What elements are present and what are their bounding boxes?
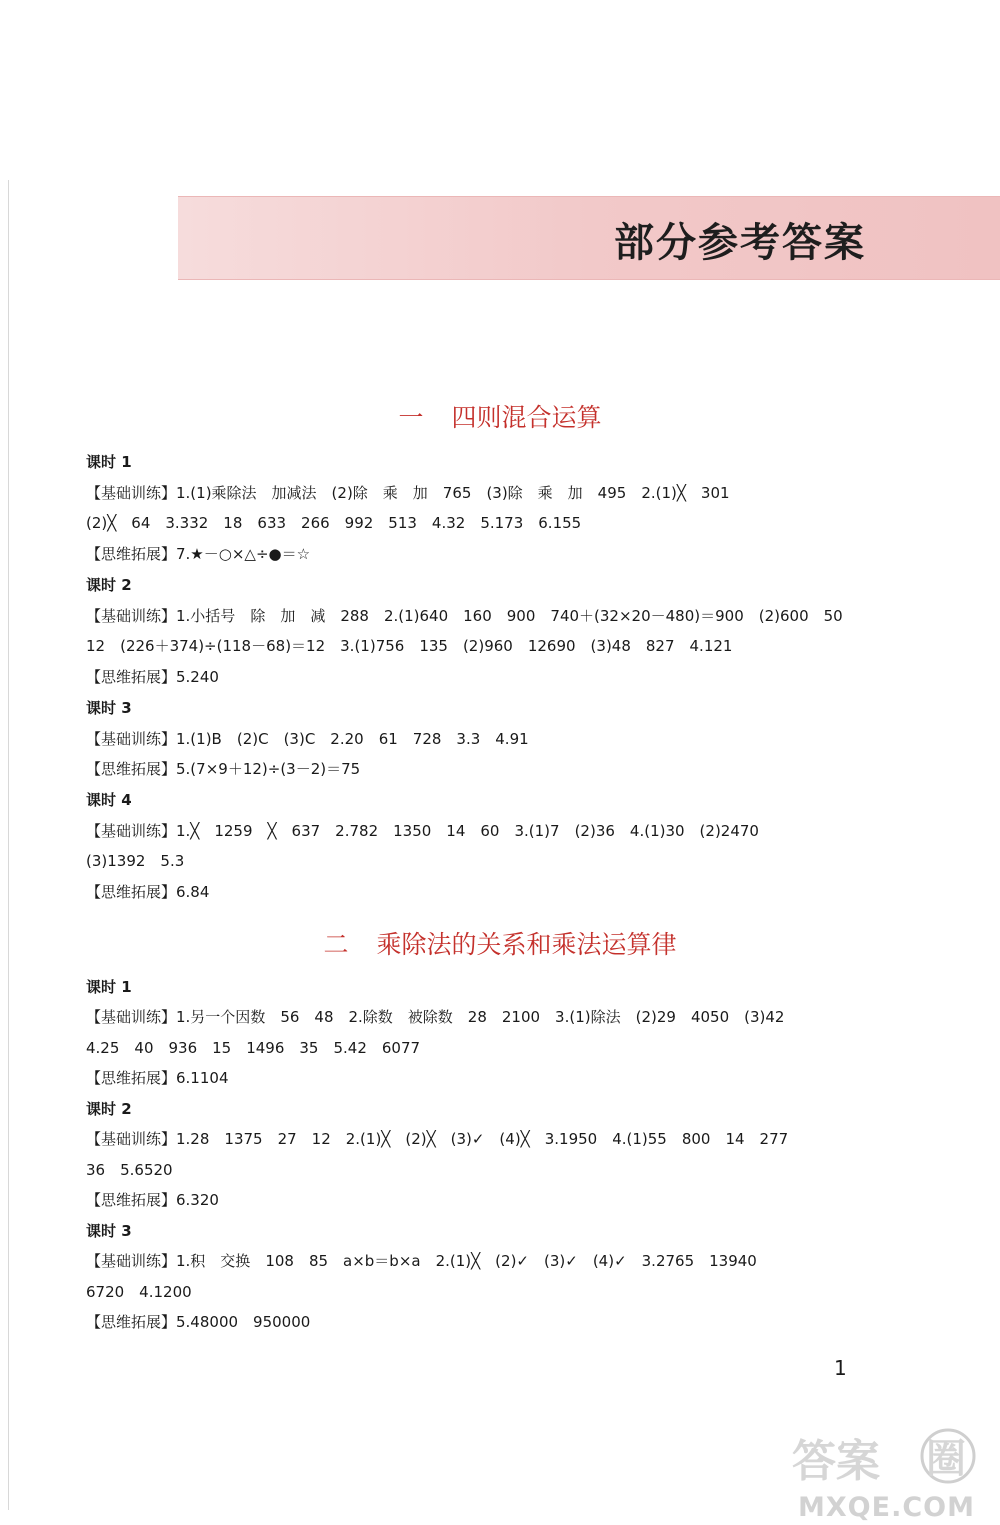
answer-line: 【基础训练】1.另一个因数 56 48 2.除数 被除数 28 2100 3.(1)除法 (2)29 4050 (3)42 bbox=[86, 1008, 785, 1026]
watermark-text: 答案 bbox=[792, 1436, 880, 1487]
answer-line: 【基础训练】1.(1)乘除法 加减法 (2)除 乘 加 765 (3)除 乘 加 495 2.(1)╳ 301 bbox=[86, 484, 730, 502]
watermark-url: MXQE.COM bbox=[798, 1492, 975, 1522]
lesson-heading: 课时 2 bbox=[86, 1100, 132, 1118]
answer-line: 【基础训练】1.28 1375 27 12 2.(1)╳ (2)╳ (3)✓ (4)╳ 3.1950 4.(1)55 800 14 277 bbox=[86, 1130, 789, 1148]
answer-line: 【思维拓展】5.48000 950000 bbox=[86, 1313, 311, 1331]
answer-line: 12 (226＋374)÷(118－68)＝12 3.(1)756 135 (2)960 12690 (3)48 827 4.121 bbox=[86, 637, 733, 655]
answer-line: 【思维拓展】6.84 bbox=[86, 883, 210, 901]
answer-line: 【基础训练】1.小括号 除 加 减 288 2.(1)640 160 900 740＋(32×20－480)＝900 (2)600 50 bbox=[86, 607, 843, 625]
lesson-heading: 课时 3 bbox=[86, 1222, 132, 1240]
answer-line: (3)1392 5.3 bbox=[86, 852, 185, 870]
page-number: 1 bbox=[834, 1356, 847, 1380]
answer-line: 4.25 40 936 15 1496 35 5.42 6077 bbox=[86, 1039, 421, 1057]
lesson-heading: 课时 4 bbox=[86, 791, 132, 809]
title-banner bbox=[178, 196, 1000, 280]
answer-line: 【思维拓展】5.240 bbox=[86, 668, 219, 686]
page-edge-line bbox=[8, 180, 9, 1510]
answer-line: 【思维拓展】6.320 bbox=[86, 1191, 219, 1209]
page-title: 部分参考答案 bbox=[614, 220, 866, 266]
answer-line: 【基础训练】1.(1)B (2)C (3)C 2.20 61 728 3.3 4.91 bbox=[86, 730, 529, 748]
answer-line: 【思维拓展】6.1104 bbox=[86, 1069, 229, 1087]
answer-line: 36 5.6520 bbox=[86, 1161, 173, 1179]
answer-line: (2)╳ 64 3.332 18 633 266 992 513 4.32 5.173 6.155 bbox=[86, 514, 582, 532]
lesson-heading: 课时 1 bbox=[86, 978, 132, 996]
section-title: 四则混合运算 bbox=[451, 403, 602, 432]
watermark-logo bbox=[780, 1418, 990, 1522]
answer-line: 【思维拓展】5.(7×9＋12)÷(3－2)＝75 bbox=[86, 760, 361, 778]
section-title: 乘除法的关系和乘法运算律 bbox=[376, 930, 677, 959]
svg-text:圈: 圈 bbox=[926, 1436, 966, 1482]
section-number: 二 bbox=[323, 930, 349, 959]
answer-line: 【思维拓展】7.★－○×△÷●＝☆ bbox=[86, 545, 311, 563]
lesson-heading: 课时 1 bbox=[86, 453, 132, 471]
answer-line: 【基础训练】1.╳ 1259 ╳ 637 2.782 1350 14 60 3.(1)7 (2)36 4.(1)30 (2)2470 bbox=[86, 822, 759, 840]
lesson-heading: 课时 3 bbox=[86, 699, 132, 717]
lesson-heading: 课时 2 bbox=[86, 576, 132, 594]
section-heading-2 bbox=[0, 925, 1000, 961]
section-heading-1 bbox=[0, 398, 1000, 434]
answer-line: 6720 4.1200 bbox=[86, 1283, 192, 1301]
section-number: 一 bbox=[398, 403, 424, 432]
answer-line: 【基础训练】1.积 交换 108 85 a×b＝b×a 2.(1)╳ (2)✓ (3)✓ (4)✓ 3.2765 13940 bbox=[86, 1252, 757, 1270]
